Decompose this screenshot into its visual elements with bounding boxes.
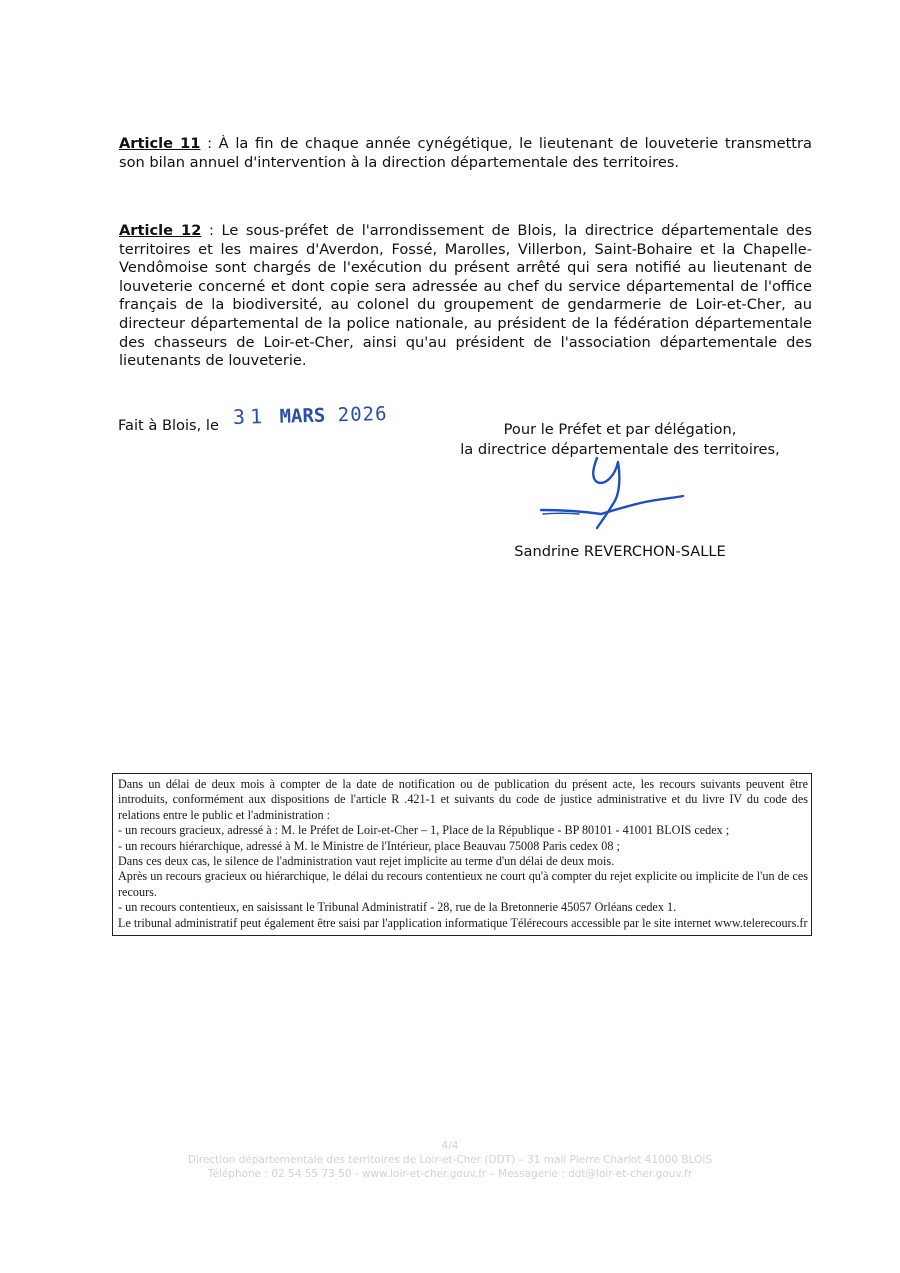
article-12-label: Article 12 — [119, 222, 202, 239]
page-footer — [0, 1139, 900, 1181]
delegation-line-1: Pour le Préfet et par délégation, — [503, 421, 737, 438]
recourse-line: Après un recours gracieux ou hiérarchique, le délai du recours contentieux ne court qu'à compter du rejet explicite ou implicite de l'un de ces recours. — [118, 869, 808, 899]
recourse-line: - un recours hiérarchique, adressé à M. le Ministre de l'Intérieur, place Beauvau 75008 Paris cedex 08 ; — [118, 838, 620, 853]
article-11-text: : À la fin de chaque année cynégétique, le lieutenant de louveterie transmettra son bilan annuel d'intervention à la direction départementale des territoires. — [119, 135, 812, 171]
recourse-line: Dans ces deux cas, le silence de l'administration vaut rejet implicite au terme d'un délai de deux mois. — [118, 854, 615, 869]
footer-contact: Téléphone : 02 54 55 73 50 - www.loir-et-cher.gouv.fr – Messagerie : ddt@loir-et-cher.gouv.fr — [207, 1168, 693, 1180]
article-12 — [119, 222, 812, 371]
article-11 — [119, 135, 812, 172]
signer-name: Sandrine REVERCHON-SALLE — [514, 543, 726, 560]
recourse-line: - un recours gracieux, adressé à : M. le Préfet de Loir-et-Cher – 1, Place de la République - BP 80101 - 41001 BLOIS cedex ; — [118, 823, 730, 838]
date-stamp — [233, 401, 388, 429]
handwritten-signature — [535, 452, 690, 532]
recourse-line: - un recours contentieux, en saisissant le Tribunal Administratif - 28, rue de la Bretonnerie 45057 Orléans cedex 1. — [118, 900, 677, 915]
article-11-label: Article 11 — [119, 135, 201, 152]
legal-recourse-notice — [112, 773, 812, 936]
page-number: 4/4 — [441, 1140, 459, 1152]
stamp-day: 31 — [232, 404, 268, 429]
delegation-line-2: la directrice départementale des territoires, — [460, 441, 780, 458]
stamp-month: MARS — [279, 404, 326, 428]
signing-place: Fait à Blois, le — [118, 417, 219, 434]
article-12-text: : Le sous-préfet de l'arrondissement de Blois, la directrice départementale des territoires et les maires d'Averdon, Fossé, Marolles, Villerbon, Saint-Bohaire et la Chapelle-Vendômoise sont chargés de l'exécution du présent arrêté qui sera notifié au lieutenant de louveterie concerné et dont copie sera adressée au chef du service départemental de l'office français de la biodiversité, au colonel du groupement de gendarmerie de Loir-et-Cher, au directeur départemental de la police nationale, au président de la fédération départementale des chasseurs de Loir-et-Cher, ainsi qu'au président de l'association départementale des lieutenants de louveterie. — [119, 222, 812, 370]
recourse-line: Dans un délai de deux mois à compter de la date de notification ou de publication du présent acte, les recours suivants peuvent être introduits, conformément aux dispositions de l'article R .421-1 et suivants du code de justice administrative et du livre IV du code des relations entre le public et l'administration : — [118, 777, 808, 822]
recourse-line: Le tribunal administratif peut également être saisi par l'application informatique Télérecours accessible par le site internet www.telerecours.fr — [118, 915, 808, 930]
stamp-year: 2026 — [337, 402, 388, 427]
footer-address: Direction départementale des territoires de Loir-et-Cher (DDT) – 31 mail Pierre Charlot 41000 BLOIS — [187, 1154, 713, 1166]
